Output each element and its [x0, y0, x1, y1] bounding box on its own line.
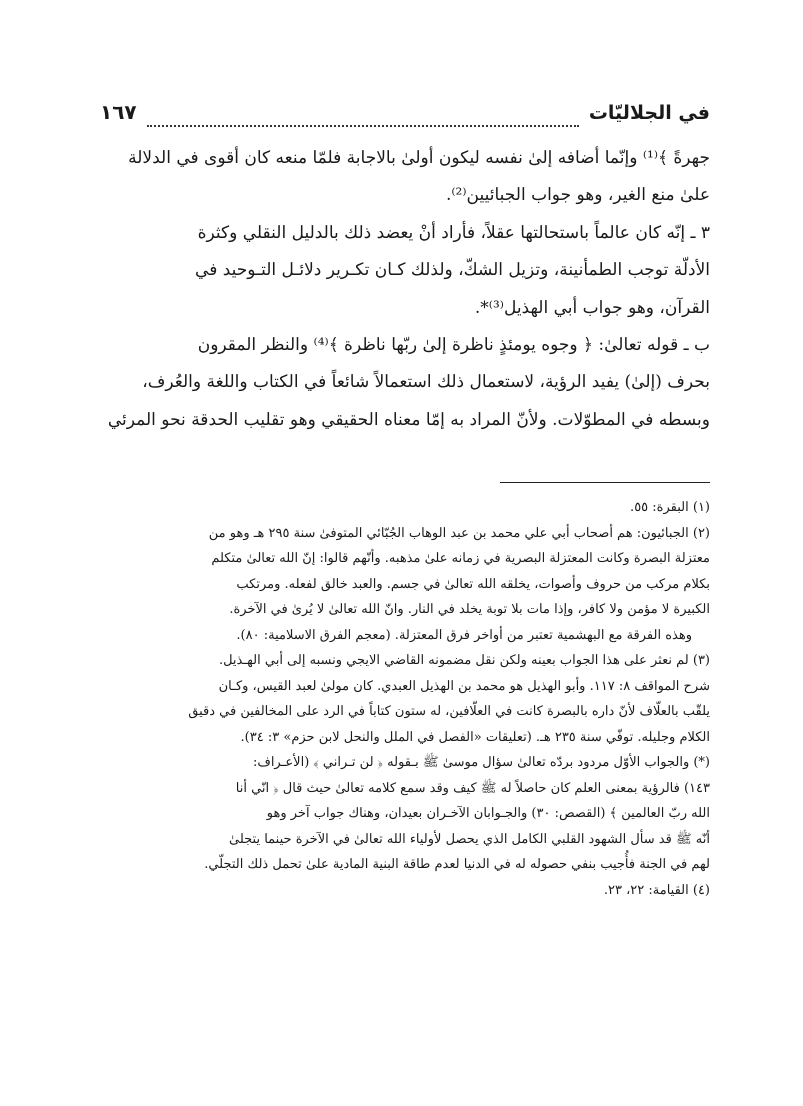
footnote-line: يلقّب بالعلّاف لأنّ داره بالبصرة كانت في العلّافين، له ستون كتاباً في الرد على المخالفين في دقيق — [188, 704, 710, 719]
footnote-line: الله ربّ العالمين ﴾ (القصص: ٣٠) والجـوابان الآخـران بعيدان، وهناك جواب آخر وهو — [266, 806, 710, 821]
footnote-line: شرح المواقف ٨: ١١٧. وأبو الهذيل هو محمد بن الهذيل العبدي. كان مولىٰ لعبد القيس، وكـان — [218, 678, 710, 694]
main-text — [100, 140, 710, 439]
header-dot-leader — [147, 113, 579, 127]
main-line: ٣ ـ إنّه كان عالماً باستحالتها عقلاً، فأراد أنْ يعضد ذلك بالدليل النقلي وكثرة — [197, 222, 710, 243]
footnote-line: ١٤٣) فالرؤية بمعنى العلم كان حاصلاً له ﷺ كيف وقد سمع كلامه تعالىٰ حيث قال ﴿ انّي أنا — [235, 780, 710, 796]
footnote-line: وهذه الفرقة مع البهشمية تعتبر من أواخر فرق المعتزلة. (معجم الفرق الاسلامية: ٨٠). — [236, 627, 692, 643]
footnotes — [100, 495, 710, 903]
footnote-separator — [500, 482, 710, 483]
footnote-line: (١) البقرة: ٥٥. — [630, 500, 710, 515]
footnote-line: معتزلة البصرة وكانت المعتزلة البصرية في زمانه علىٰ مذهبه. وأنّهم قالوا: إنّ الله تعالىٰ متكلم — [211, 551, 710, 566]
main-line: ب ـ قوله تعالىٰ: ﴿ وجوه يومئذٍ ناظرة إلىٰ ربّها ناظرة ﴾⁽⁴⁾ والنظر المقرون — [197, 335, 710, 356]
main-line: بحرف (إلىٰ) يفيد الرؤية، لاستعمال ذلك استعمالاً شائعاً في الكتاب واللغة والعُرف، — [142, 372, 710, 393]
footnote-line: (٤) القيامة: ٢٢، ٢٣. — [603, 882, 710, 898]
footnote-line: الكبيرة لا مؤمن ولا كافر، وإذا مات بلا توبة يخلد في النار. وانّ الله تعالىٰ لا يُرىٰ في الآخرة. — [229, 602, 710, 617]
header-title: في الجلاليّات — [588, 102, 710, 124]
page-number: ١٦٧ — [100, 100, 137, 124]
footnote-line: أنّه ﷺ قد سأل الشهود القلبي الكامل الذي يحصل لأولياء الله تعالىٰ في الآخرة حينما يتجلىٰ — [229, 831, 710, 847]
main-line: وبسطه في المطوّلات. ولأنّ المراد به إمّا معناه الحقيقي وهو تقليب الحدقة نحو المرئي — [107, 409, 710, 430]
footnote-line: الكلام وجليله. توفّي سنة ٢٣٥ هـ. (تعليقات «الفصل في الملل والنحل لابن حزم» ٣: ٣٤). — [240, 729, 710, 745]
footnote-line: بكلام مركب من حروف وأصوات، يخلقه الله تعالىٰ في جسم. والعبد خالق لفعله. ومرتكب — [236, 576, 710, 592]
footnote-line: (٣) لم نعثر على هذا الجواب بعينه ولكن نقل مضمونه القاضي الايجي ونسبه إلى أبي الهـذيل. — [218, 653, 710, 668]
main-line: جهرةً ﴾⁽¹⁾ وإنّما أضافه إلىٰ نفسه ليكون أولىٰ بالاجابة فلمّا منعه كان أقوى في الدلالة — [128, 148, 710, 168]
footnote-line: (٢) الجبائيون: هم أصحاب أبي علي محمد بن عبد الوهاب الجُبّائي المتوفىٰ سنة ٢٩٥ هـ وهو من — [208, 525, 710, 541]
footnote-line: (*) والجواب الأوّل مردود بردّه تعالىٰ سؤال موسىٰ ﷺ بـقوله ﴿ لن تـراني ﴾ (الأعـراف: — [252, 755, 710, 770]
running-header — [100, 100, 710, 140]
main-line: القرآن، وهو جواب أبي الهذيل⁽³⁾*. — [474, 297, 710, 318]
main-line: علىٰ منع الغير، وهو جواب الجبائيين⁽²⁾. — [445, 185, 710, 206]
main-line: الأدلّة توجب الطمأنينة، وتزيل الشكّ، ولذلك كـان تكـرير دلائـل التـوحيد في — [195, 260, 710, 281]
footnote-line: لهم في الجنة فأُجيب بنفي حصوله له في الدنيا لعدم طاقة البنية المادية علىٰ تحمل ذلك التجلّي. — [204, 857, 710, 872]
